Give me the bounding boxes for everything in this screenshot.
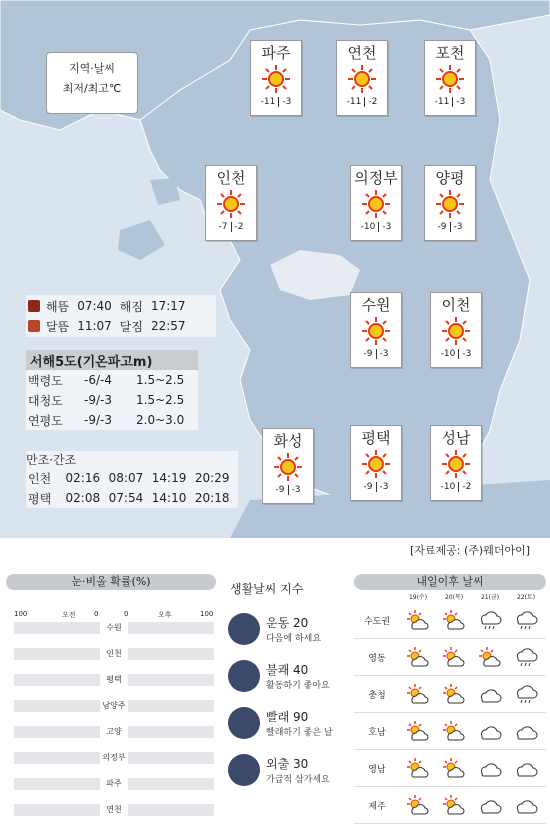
tide-time: 07:54 — [108, 491, 144, 505]
forecast-row — [354, 602, 546, 639]
min-temp: -11 — [260, 97, 276, 107]
sun-cloud-icon — [400, 791, 436, 819]
island-land — [150, 178, 180, 205]
prob-city: 고양 — [106, 727, 122, 736]
moonset-time: 22:57 — [150, 319, 186, 333]
region-name: 제주 — [368, 801, 386, 812]
prob-row — [14, 776, 214, 792]
region-name: 영동 — [368, 653, 386, 664]
am-bar — [14, 804, 100, 816]
life-value: 40 — [293, 662, 309, 677]
tide-time: 02:16 — [65, 471, 101, 485]
pm-bar — [128, 804, 214, 816]
tide-table-title: 만조·간조 — [26, 453, 77, 467]
cloud-icon — [508, 791, 544, 819]
discomfort-icon — [228, 660, 260, 692]
max-temp: -2 — [458, 482, 474, 492]
island-name: 대청도 — [28, 393, 63, 408]
prob-row — [14, 620, 214, 636]
temp-range — [251, 97, 301, 107]
sun-icon — [441, 449, 471, 479]
max-temp: -2 — [364, 97, 380, 107]
temp-range — [425, 97, 475, 107]
life-item — [228, 652, 348, 699]
tide-time: 14:10 — [151, 491, 187, 505]
sun-cloud-icon — [400, 717, 436, 745]
life-item — [228, 605, 348, 652]
city-card-suwon — [350, 292, 402, 368]
tide-time: 02:08 — [65, 491, 101, 505]
island-temp: -6/-4 — [84, 373, 112, 387]
max-temp: -3 — [376, 349, 392, 359]
sunrise-icon — [28, 300, 40, 312]
table-row — [26, 370, 198, 390]
map-legend — [46, 52, 138, 114]
sun-icon — [361, 449, 391, 479]
temp-range — [351, 349, 401, 359]
pm-bar — [128, 778, 214, 790]
table-row — [26, 488, 238, 508]
rain-cloud-icon — [508, 680, 544, 708]
rain-cloud-icon — [508, 643, 544, 671]
min-temp: -9 — [363, 349, 373, 359]
sun-icon — [261, 64, 291, 94]
life-item — [228, 746, 348, 793]
min-temp: -10 — [440, 482, 456, 492]
life-name: 운동 — [266, 615, 290, 630]
temp-range — [431, 349, 481, 359]
prob-city: 수원 — [106, 623, 122, 632]
sunrise-time: 07:40 — [77, 299, 112, 313]
sun-cloud-icon — [400, 680, 436, 708]
cloud-icon — [472, 791, 508, 819]
pm-bar — [128, 726, 214, 738]
sun-cloud-icon — [400, 606, 436, 634]
forecast-title: 내일이후 날씨 — [354, 574, 546, 590]
legend-line2: 최저/최고℃ — [62, 82, 122, 95]
city-card-uijeongbu — [350, 165, 402, 241]
temp-range — [351, 482, 401, 492]
min-temp: -11 — [434, 97, 450, 107]
prob-city: 파주 — [106, 779, 122, 788]
laundry-icon — [228, 707, 260, 739]
am-bar — [14, 622, 100, 634]
sun-icon — [361, 189, 391, 219]
temp-range — [351, 222, 401, 232]
island-temp: -9/-3 — [84, 413, 112, 427]
island-name: 백령도 — [28, 373, 63, 388]
prob-row — [14, 802, 214, 818]
axis-100-left: 100 — [14, 610, 28, 618]
max-temp: -3 — [278, 97, 294, 107]
sun-cloud-icon — [436, 680, 472, 708]
life-desc: 가급적 삼가세요 — [266, 774, 330, 785]
life-desc: 활동하기 좋아요 — [266, 680, 330, 691]
life-index-panel — [222, 580, 348, 793]
tide-time: 08:07 — [108, 471, 144, 485]
tide-time: 20:18 — [194, 491, 230, 505]
moonrise-label: 달뜸 — [46, 319, 70, 334]
pm-bar — [128, 674, 214, 686]
prob-row — [14, 646, 214, 662]
life-name: 외출 — [266, 756, 290, 771]
sun-moon-times — [26, 295, 216, 337]
sun-cloud-icon — [400, 643, 436, 671]
forecast-rows — [354, 602, 546, 824]
min-temp: -10 — [360, 222, 376, 232]
city-card-pyeongtaek — [350, 425, 402, 501]
pm-bar — [128, 648, 214, 660]
west-sea-islands-table — [26, 350, 198, 430]
rain-cloud-icon — [472, 606, 508, 634]
max-temp: -3 — [376, 482, 392, 492]
city-card-yangpyeong — [424, 165, 476, 241]
cloud-icon — [508, 717, 544, 745]
table-row — [26, 468, 238, 488]
sun-icon — [435, 189, 465, 219]
forecast-row — [354, 676, 546, 713]
moon-row — [28, 316, 214, 336]
life-name: 불쾌 — [266, 662, 290, 677]
am-bar — [14, 674, 100, 686]
sun-cloud-icon — [436, 754, 472, 782]
cloud-icon — [472, 717, 508, 745]
sunrise-label: 해뜸 — [46, 299, 70, 314]
tide-time: 20:29 — [194, 471, 230, 485]
island-land — [118, 220, 165, 260]
forecast-day: 20(목) — [444, 594, 464, 601]
cloud-icon — [472, 680, 508, 708]
city-card-yeoncheon — [336, 40, 388, 116]
city-card-hwaseong — [262, 428, 314, 504]
data-source-credit: [자료제공: (주)웨더아이] — [409, 544, 530, 557]
sun-cloud-icon — [436, 643, 472, 671]
city-card-incheon — [205, 165, 257, 241]
min-temp: -7 — [218, 222, 228, 232]
moonrise-time: 11:07 — [77, 319, 112, 333]
island-wave: 2.0~3.0 — [136, 413, 185, 427]
city-name: 파주 — [261, 44, 291, 62]
forecast-row — [354, 639, 546, 676]
region-name: 호남 — [368, 727, 386, 738]
life-desc: 다음에 하세요 — [266, 633, 322, 644]
min-temp: -10 — [440, 349, 456, 359]
am-bar — [14, 700, 100, 712]
city-card-seongnam — [430, 425, 482, 501]
max-temp: -3 — [458, 349, 474, 359]
city-name: 포천 — [435, 44, 465, 62]
max-temp: -3 — [450, 222, 466, 232]
city-name: 평택 — [361, 429, 391, 447]
city-name: 이천 — [441, 296, 471, 314]
island-wave: 1.5~2.5 — [136, 393, 185, 407]
island-wave: 1.5~2.5 — [136, 373, 185, 387]
sun-icon — [347, 64, 377, 94]
temp-range — [431, 482, 481, 492]
moonset-label: 달짐 — [119, 319, 143, 334]
temp-range — [263, 485, 313, 495]
axis-zero-left: 0 — [94, 610, 99, 618]
sun-icon — [441, 316, 471, 346]
forecast-day: 21(금) — [480, 594, 500, 601]
life-name: 빨래 — [266, 709, 290, 724]
rain-cloud-icon — [508, 606, 544, 634]
island-temp: -9/-3 — [84, 393, 112, 407]
prob-city: 의정부 — [102, 753, 126, 762]
forecast-row — [354, 713, 546, 750]
precip-prob-panel — [6, 590, 216, 830]
axis-zero-right: 0 — [124, 610, 129, 618]
forecast-day: 19(수) — [408, 594, 428, 601]
axis-pm-label: 오후 — [158, 611, 172, 619]
temp-range — [425, 222, 475, 232]
prob-row — [14, 750, 214, 766]
sun-icon — [216, 189, 246, 219]
city-name: 성남 — [441, 429, 471, 447]
precip-prob-title: 눈·비올 확률(%) — [6, 574, 216, 590]
city-name: 인천 — [216, 169, 246, 187]
exercise-icon — [228, 613, 260, 645]
pm-bar — [128, 700, 214, 712]
forecast-row — [354, 787, 546, 824]
temp-range — [337, 97, 387, 107]
sun-icon — [273, 452, 303, 482]
life-value: 30 — [293, 756, 309, 771]
sun-cloud-icon — [436, 717, 472, 745]
pm-bar — [128, 752, 214, 764]
sun-icon — [435, 64, 465, 94]
max-temp: -2 — [231, 222, 247, 232]
forecast-day: 22(토) — [516, 594, 536, 601]
sun-icon — [361, 316, 391, 346]
tide-time: 14:19 — [151, 471, 187, 485]
max-temp: -3 — [378, 222, 394, 232]
moonrise-icon — [28, 320, 40, 332]
port-name: 인천 — [28, 471, 52, 486]
min-temp: -9 — [363, 482, 373, 492]
sun-cloud-icon — [436, 791, 472, 819]
prob-city: 인천 — [106, 649, 122, 658]
temp-range — [206, 222, 256, 232]
city-name: 양평 — [435, 169, 465, 187]
axis-100-right: 100 — [200, 610, 214, 618]
city-card-paju — [250, 40, 302, 116]
life-desc: 빨래하기 좋은 날 — [266, 727, 333, 738]
region-name: 영남 — [368, 764, 386, 775]
min-temp: -9 — [437, 222, 447, 232]
life-item — [228, 699, 348, 746]
outing-icon — [228, 754, 260, 786]
life-value: 90 — [293, 709, 309, 724]
am-bar — [14, 752, 100, 764]
city-card-pocheon — [424, 40, 476, 116]
city-name: 의정부 — [354, 169, 398, 187]
am-bar — [14, 726, 100, 738]
forecast-row — [354, 750, 546, 787]
prob-city: 연천 — [106, 805, 122, 814]
city-name: 수원 — [361, 296, 391, 314]
sun-row — [28, 296, 214, 316]
sunset-time: 17:17 — [150, 299, 186, 313]
table-row — [26, 410, 198, 430]
tide-table — [26, 451, 238, 508]
prob-city: 남양주 — [102, 701, 126, 710]
legend-line1: 지역·날씨 — [68, 62, 115, 75]
prob-row — [14, 724, 214, 740]
region-name: 충청 — [368, 690, 386, 701]
axis-am-label: 오전 — [62, 611, 76, 619]
life-index-title: 생활날씨 지수 — [230, 582, 304, 596]
table-row — [26, 390, 198, 410]
am-bar — [14, 778, 100, 790]
max-temp: -3 — [452, 97, 468, 107]
city-name: 화성 — [273, 432, 303, 450]
cloud-icon — [472, 754, 508, 782]
life-value: 20 — [293, 615, 309, 630]
prob-city: 평택 — [106, 675, 122, 684]
forecast-days — [400, 592, 546, 602]
region-name: 수도권 — [363, 616, 391, 627]
forecast-panel — [354, 592, 546, 824]
sun-cloud-icon — [400, 754, 436, 782]
island-name: 연평도 — [28, 413, 63, 428]
city-name: 연천 — [347, 44, 377, 62]
sun-cloud-icon — [436, 606, 472, 634]
prob-row — [14, 672, 214, 688]
sun-cloud-icon — [472, 643, 508, 671]
prob-row — [14, 698, 214, 714]
cloud-icon — [508, 754, 544, 782]
sea-table-title: 서해5도(기온파고m) — [26, 350, 198, 370]
city-card-icheon — [430, 292, 482, 368]
pm-bar — [128, 622, 214, 634]
am-bar — [14, 648, 100, 660]
min-temp: -9 — [275, 485, 285, 495]
sunset-label: 해짐 — [119, 299, 143, 314]
min-temp: -11 — [346, 97, 362, 107]
max-temp: -3 — [288, 485, 304, 495]
port-name: 평택 — [28, 491, 52, 506]
